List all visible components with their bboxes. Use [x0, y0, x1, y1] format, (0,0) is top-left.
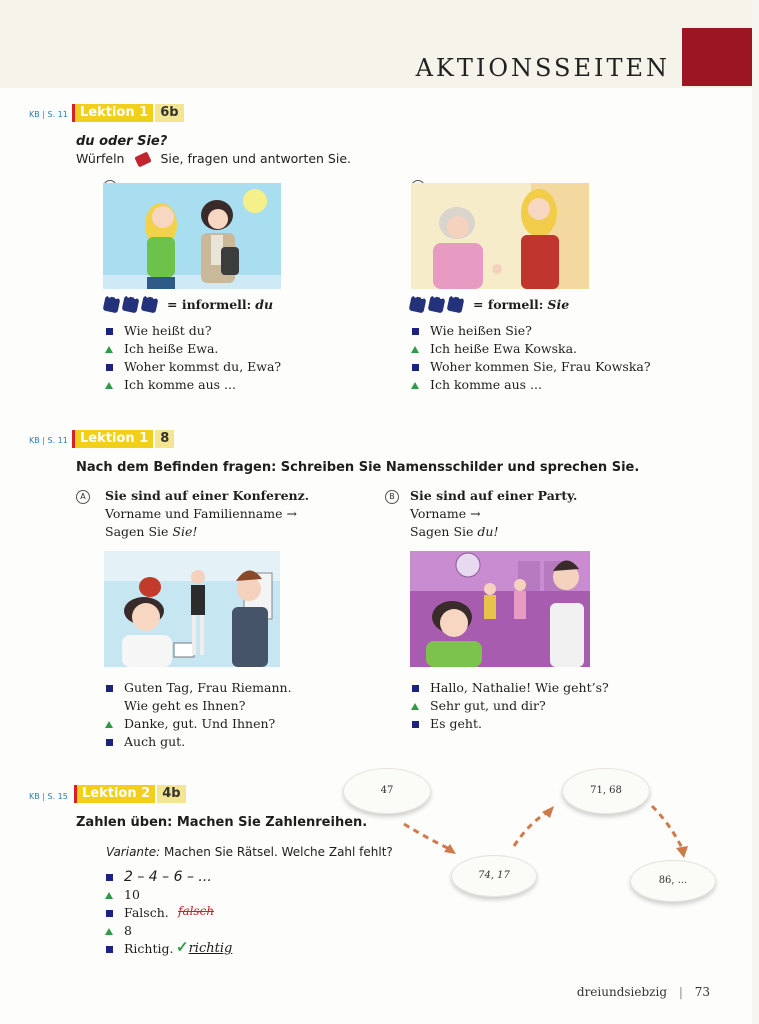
dialog-line: Auch gut. [104, 733, 292, 751]
exercise-number: 6b [155, 104, 183, 122]
panel-instruction: Vorname → [410, 506, 481, 521]
dialog-line: Ich heiße Ewa Kowska. [410, 340, 651, 358]
pronoun: du [255, 297, 274, 312]
die-icon [122, 296, 140, 314]
die-icon [409, 296, 427, 314]
lektion-label: Lektion 2 [77, 785, 155, 803]
kb-reference: KB | S. 15 [29, 792, 68, 801]
illustration-conference [104, 551, 280, 667]
dialog-line: 10 [104, 886, 212, 904]
panel-letter: B [385, 490, 399, 504]
lektion-label: Lektion 1 [75, 430, 153, 448]
exercise-title: du oder Sie? [76, 134, 168, 149]
formality-label: = informell: [167, 297, 252, 312]
kb-reference: KB | S. 11 [29, 436, 68, 445]
number-bubble: 47 [343, 768, 431, 814]
number-bubble: 86, ... [630, 860, 716, 902]
page-number: 73 [694, 985, 710, 999]
number-bubble: 71, 68 [562, 768, 650, 814]
dialog-list [410, 322, 651, 394]
pronoun: Sie [547, 297, 570, 312]
panel-instruction: Sagen Sie Sie! [105, 524, 198, 539]
die-icon [135, 152, 152, 168]
dialog-line: Ich heiße Ewa. [104, 340, 281, 358]
lektion-badge [72, 104, 184, 122]
dialog-line: Danke, gut. Und Ihnen? [104, 715, 292, 733]
dice-group [410, 297, 569, 312]
exercise-instruction: Würfeln Sie, fragen und antworten Sie. [76, 151, 352, 166]
dialog-line: Ich komme aus ... [410, 376, 651, 394]
dialog-line: Woher kommst du, Ewa? [104, 358, 281, 376]
dialog-line: 2 – 4 – 6 – ... [104, 868, 212, 886]
dialog-list [104, 679, 292, 751]
dialog-line: Wie heißt du? [104, 322, 281, 340]
panel-heading: Sie sind auf einer Party. [410, 488, 578, 503]
dialog-line: Falsch. [104, 904, 212, 922]
chapter-tab [682, 28, 752, 86]
dialog-line: Richtig. [104, 940, 212, 958]
dialog-line: Wie geht es Ihnen? [124, 698, 246, 713]
page-footer: dreiundsiebzig | 73 [576, 985, 710, 999]
handwritten-richtig: ✓richtig [176, 938, 233, 956]
number-bubble: 74, 17 [451, 855, 537, 897]
exercise-number: 4b [157, 785, 185, 803]
dialog-line: Hallo, Nathalie! Wie geht’s? [410, 679, 609, 697]
illustration-party [410, 551, 590, 667]
illustration-two-young-women [103, 183, 281, 289]
dialog-list [104, 322, 281, 394]
dialog-line: Wie heißen Sie? [410, 322, 651, 340]
dialog-line: Sehr gut, und dir? [410, 697, 609, 715]
exercise-number: 8 [155, 430, 174, 448]
dialog-line: 8 [104, 922, 212, 940]
dice-group [104, 297, 273, 312]
page-number-word: dreiundsiebzig [576, 985, 668, 999]
panel-letter: A [76, 490, 90, 504]
dialog-line: Ich komme aus ... [104, 376, 281, 394]
panel-instruction: Sagen Sie du! [410, 524, 499, 539]
die-icon [141, 296, 159, 314]
handwritten-falsch: falsch [178, 904, 215, 918]
lektion-badge [72, 430, 174, 448]
formality-label: = formell: [473, 297, 544, 312]
die-icon [103, 296, 121, 314]
dialog-line: Es geht. [410, 715, 609, 733]
lektion-label: Lektion 1 [75, 104, 153, 122]
die-icon [447, 296, 465, 314]
check-mark-icon: ✓ [176, 938, 189, 956]
kb-reference: KB | S. 11 [29, 110, 68, 119]
panel-heading: Sie sind auf einer Konferenz. [105, 488, 310, 503]
illustration-older-woman-and-young-woman [411, 183, 589, 289]
dialog-line: Guten Tag, Frau Riemann. [104, 679, 292, 697]
exercise-title: Zahlen üben: Machen Sie Zahlenreihen. [76, 815, 368, 830]
dialog-list [410, 679, 609, 733]
page-header-title: AKTIONSSEITEN [415, 54, 670, 82]
lektion-badge [74, 785, 186, 803]
die-icon [428, 296, 446, 314]
panel-instruction: Vorname und Familienname → [105, 506, 297, 521]
exercise-title: Nach dem Befinden fragen: Schreiben Sie Namensschilder und sprechen Sie. [76, 460, 640, 475]
dialog-line: Woher kommen Sie, Frau Kowska? [410, 358, 651, 376]
variant-instruction: Variante: Machen Sie Rätsel. Welche Zahl fehlt? [106, 845, 393, 859]
